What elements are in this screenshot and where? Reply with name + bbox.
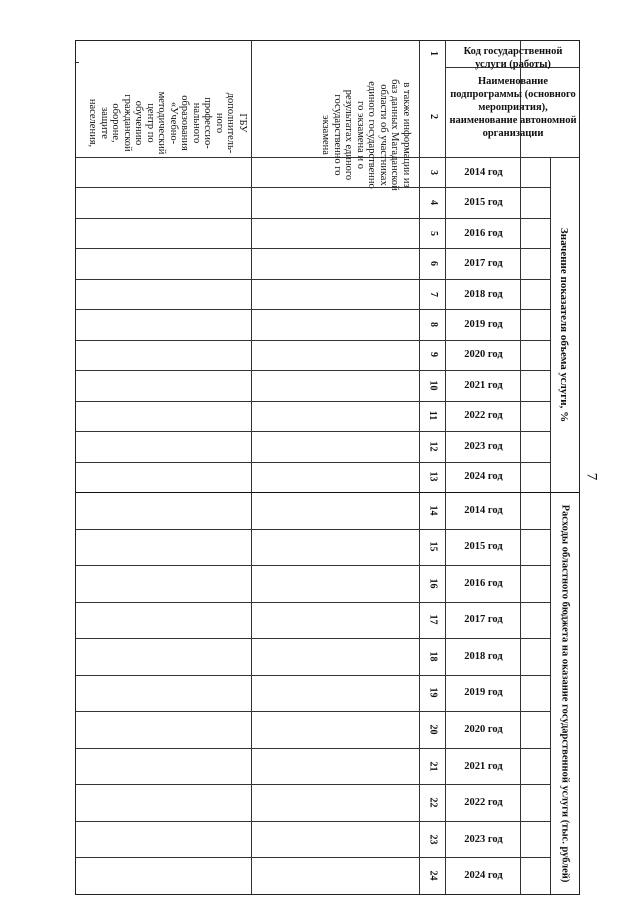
year-label: 2018 год (464, 288, 503, 300)
year-label: 2021 год (464, 379, 503, 391)
column-number: 11 (427, 411, 439, 421)
year-label: 2022 год (464, 797, 503, 809)
column-number: 3 (427, 169, 439, 175)
year-label: 2021 год (464, 760, 503, 772)
column-number: 8 (427, 321, 439, 327)
column-number: 2 (427, 113, 439, 119)
year-label: 2014 год (464, 166, 503, 178)
column-number: 15 (427, 541, 439, 552)
year-label: 2022 год (464, 410, 503, 422)
year-label: 2024 год (464, 870, 503, 882)
body-text-col-b: ГБУ дополнитель- ного профессио- нального образования «Учебно- методический центр по обучению гражданской обороне, защите населения, (87, 91, 248, 155)
year-label: 2017 год (464, 614, 503, 626)
col-divider (251, 41, 252, 894)
row-divider (76, 62, 79, 63)
column-number: 5 (427, 230, 439, 236)
column-number: 4 (427, 200, 439, 206)
column-number: 16 (427, 578, 439, 589)
column-number: 21 (427, 761, 439, 772)
year-label: 2020 год (464, 349, 503, 361)
year-label: 2018 год (464, 650, 503, 662)
column-number: 1 (427, 50, 439, 56)
year-label: 2015 год (464, 197, 503, 209)
volume-group-title: Значение показателя объема услуги, % (558, 227, 571, 422)
report-table (75, 40, 580, 895)
column-number: 9 (427, 352, 439, 358)
column-number: 14 (427, 505, 439, 516)
year-label: 2016 год (464, 227, 503, 239)
year-label: 2014 год (464, 504, 503, 516)
year-label: 2023 год (464, 833, 503, 845)
column-number: 10 (427, 380, 439, 391)
year-label: 2016 год (464, 577, 503, 589)
column-number: 18 (427, 651, 439, 662)
column-number: 12 (427, 441, 439, 452)
year-label: 2020 год (464, 724, 503, 736)
year-label: 2024 год (464, 471, 503, 483)
code-header: Код государственной услуги (работы) (463, 46, 563, 70)
year-label: 2017 год (464, 258, 503, 270)
column-number: 7 (427, 291, 439, 297)
column-number: 23 (427, 834, 439, 845)
year-label: 2023 год (464, 440, 503, 452)
column-number: 6 (427, 261, 439, 267)
column-number: 22 (427, 797, 439, 808)
column-number: 19 (427, 687, 439, 698)
column-number: 24 (427, 870, 439, 881)
column-number: 20 (427, 724, 439, 735)
year-label: 2015 год (464, 541, 503, 553)
year-label: 2019 год (464, 318, 503, 330)
body-text-col-a: в также информации из баз данных Магаданской области об участниках единого государственно го экзамена и о результатах единого государственно го экзамена (320, 79, 412, 191)
name-header: Наименование подпрограммы (основного мероприятия), наименование автономной организации (449, 76, 577, 139)
year-label: 2019 год (464, 687, 503, 699)
column-number: 17 (427, 614, 439, 625)
page-number: 7 (583, 472, 600, 481)
budget-group-title: Расходы областного бюджета на оказание государственной услуги (тыс. рублей) (559, 504, 571, 882)
column-number: 13 (427, 471, 439, 482)
